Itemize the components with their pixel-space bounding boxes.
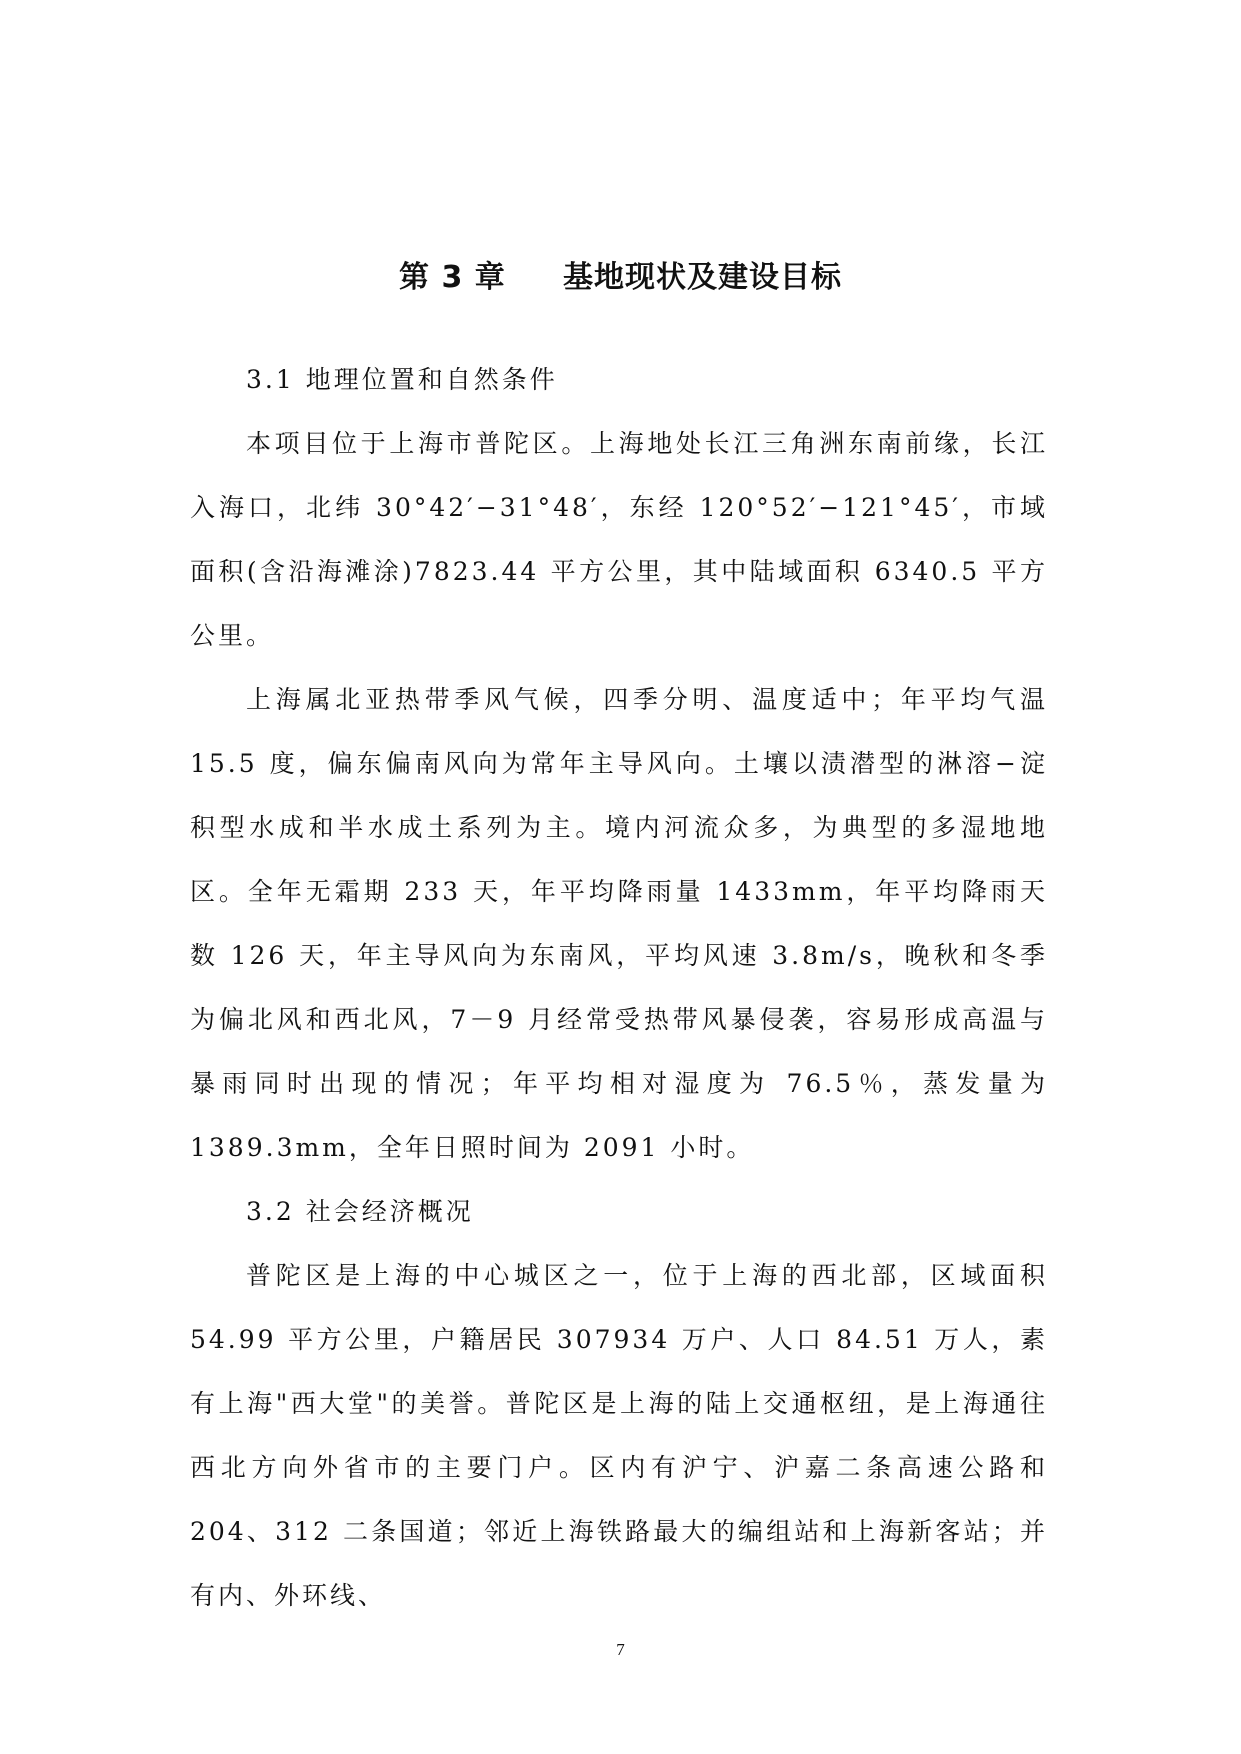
page-number: 7 xyxy=(616,1640,625,1659)
section-heading-3-1: 3.1 地理位置和自然条件 xyxy=(246,365,558,394)
paragraph-location: 本项目位于上海市普陀区。上海地处长江三角洲东南前缘，长江入海口，北纬 30°42′−31°48′，东经 120°52′−121°45′，市域面积(含沿海滩涂)7823.44 平方公里，其中陆域面积 6340.5 平方公里。 xyxy=(190,429,1048,650)
chapter-title: 第 3 章 基地现状及建设目标 xyxy=(399,260,842,296)
body-text xyxy=(190,348,1048,1628)
paragraph-economy: 普陀区是上海的中心城区之一，位于上海的西北部，区域面积 54.99 平方公里，户籍居民 307934 万户、人口 84.51 万人，素有上海"西大堂"的美誉。普陀区是上海的陆上交通枢纽，是上海通往西北方向外省市的主要门户。区内有沪宁、沪嘉二条高速公路和 204、312 二条国道；邻近上海铁路最大的编组站和上海新客站；并有内、外环线、 xyxy=(190,1261,1048,1610)
paragraph-climate: 上海属北亚热带季风气候，四季分明、温度适中；年平均气温 15.5 度，偏东偏南风向为常年主导风向。土壤以渍潜型的淋溶−淀积型水成和半水成土系列为主。境内河流众多，为典型的多湿地地区。全年无霜期 233 天，年平均降雨量 1433mm，年平均降雨天数 126 天，年主导风向为东南风，平均风速 3.8m/s，晚秋和冬季为偏北风和西北风，7－9 月经常受热带风暴侵袭，容易形成高温与暴雨同时出现的情况；年平均相对湿度为 76.5％，蒸发量为 1389.3mm，全年日照时间为 2091 小时。 xyxy=(190,685,1048,1162)
section-heading-3-2: 3.2 社会经济概况 xyxy=(246,1197,474,1226)
